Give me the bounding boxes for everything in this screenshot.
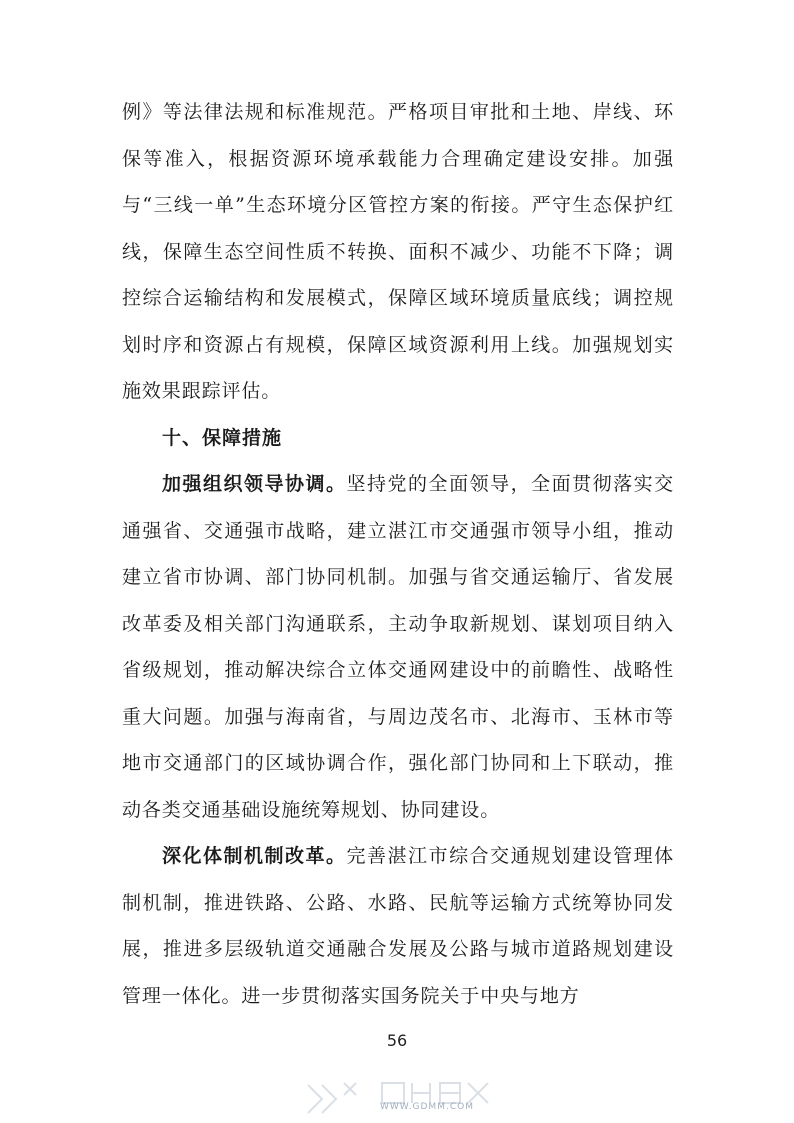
measure-body-reform: 完善湛江市综合交通规划建设管理体制机制，推进铁路、公路、水路、民航等运输方式统筹协同发展，推进多层级轨道交通融合发展及公路与城市道路规划建设管理一体化。进一步贯彻落实国务院关于中央与地方 [122,845,675,1007]
page-number: 56 [386,1031,408,1050]
paragraph-continued: 例》等法律法规和标准规范。严格项目审批和土地、岸线、环保等准入，根据资源环境承载能力合理确定建设安排。加强与“三线一单”生态环境分区管控方案的衔接。严守生态保护红线，保障生态空间性质不转换、面积不减少、功能不下降；调控综合运输结构和发展模式，保障区域环境质量底线；调控规划时序和资源占有规模，保障区域资源利用上线。加强规划实施效果跟踪评估。 [122,101,674,402]
measure-lead-organization: 加强组织领导协调。 [162,473,347,495]
watermark-url: WWW.GDMM.COM [380,1102,474,1112]
document-body [122,89,674,1019]
measure-paragraph-reform [122,833,674,1019]
measure-body-organization: 坚持党的全面领导，全面贯彻落实交通强省、交通强市战略，建立湛江市交通强市领导小组，推动建立省市协调、部门协同机制。加强与省交通运输厅、省发展改革委及相关部门沟通联系，主动争取新规划、谋划项目纳入省级规划，推动解决综合立体交通网建设中的前瞻性、战略性重大问题。加强与海南省，与周边茂名市、北海市、玉林市等地市交通部门的区域协调合作，强化部门协同和上下联动，推动各类交通基础设施统筹规划、协同建设。 [122,473,675,821]
gdmm-logo-icon [300,1075,520,1119]
measure-paragraph-organization [122,461,674,833]
measure-lead-reform: 深化体制机制改革。 [162,845,347,867]
section-heading: 十、保障措施 [162,426,283,449]
